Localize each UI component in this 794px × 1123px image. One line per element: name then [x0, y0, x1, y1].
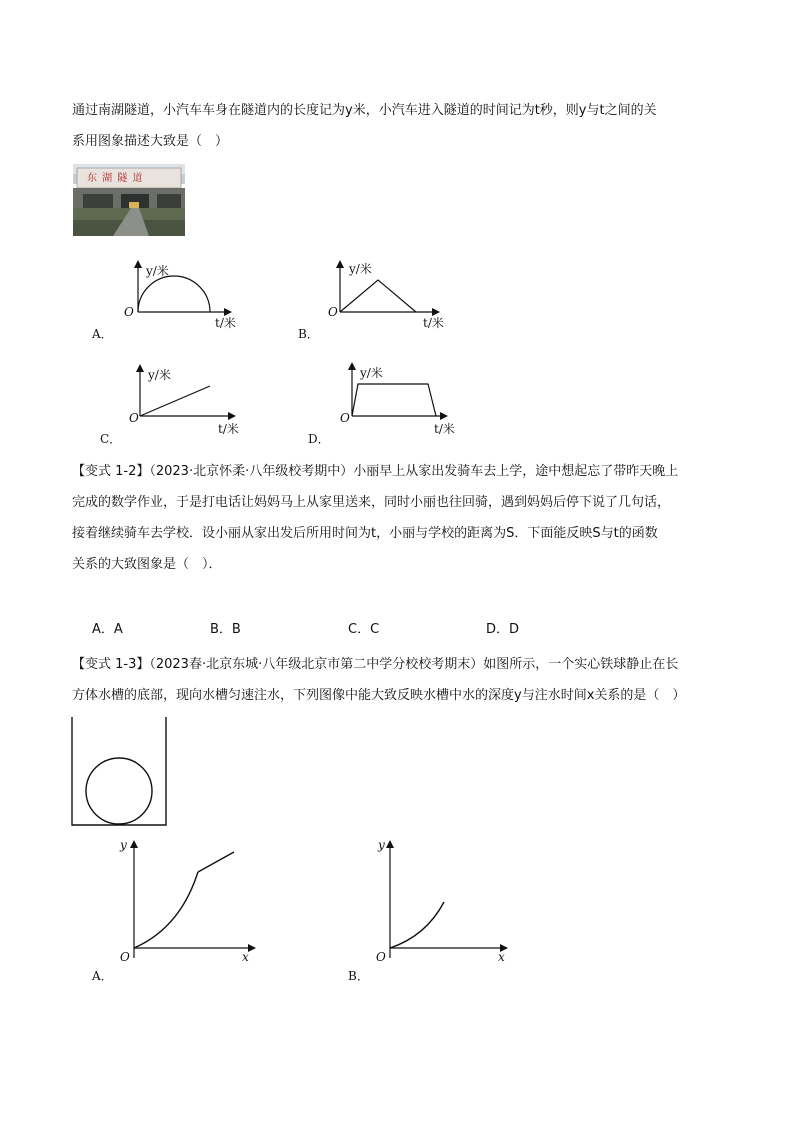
q1-a-origin: O [124, 305, 134, 319]
q3-b-origin: O [376, 950, 386, 964]
q2-choice-d[interactable]: D．D [486, 622, 520, 637]
q1-a-yaxis-label: y/米 [146, 264, 169, 278]
q3-b-yaxis-label: y [378, 838, 385, 852]
q1-b-yaxis-label: y/米 [349, 262, 372, 276]
q3-graph-a [110, 838, 260, 963]
q1-b-option-label: B． [298, 327, 319, 341]
tunnel-photo [73, 164, 185, 236]
q1-d-xaxis-label: t/米 [434, 422, 455, 436]
q1-c-origin: O [129, 411, 139, 425]
tunnel-sign-text: 东 湖 隧 道 [87, 173, 144, 184]
q3-line2: 方体水槽的底部，现向水槽匀速注水，下列图像中能大致反映水槽中水的深度y与注水时间x关系的是（ ） [72, 688, 686, 703]
q2-line2: 完成的数学作业，于是打电话让妈妈马上从家里送来，同时小丽也往回骑，遇到妈妈后停下说了几句话， [72, 495, 671, 510]
q3-a-yaxis-label: y [120, 838, 127, 852]
q3-a-option-label: A． [92, 969, 113, 983]
q1-c-option-label: C． [100, 432, 122, 446]
q1-d-option-label: D． [308, 432, 330, 446]
q1-line2: 系用图象描述大致是（ ） [72, 134, 229, 149]
semicircle-curve [138, 276, 210, 312]
q2-choice-c[interactable]: C．C [348, 622, 380, 637]
triangle-curve [340, 280, 416, 312]
iron-ball [86, 758, 152, 824]
q3-line1: 【变式 1-3】（2023春·北京东城·八年级北京市第二中学分校校考期末）如图所示，一个实心铁球静止在长 [72, 657, 679, 672]
depth-linear-segment [198, 852, 234, 872]
depth-curve [134, 872, 198, 948]
q3-b-option-label: B． [348, 969, 369, 983]
q1-a-option-label: A． [92, 327, 113, 341]
q1-d-origin: O [340, 411, 350, 425]
q1-a-xaxis-label: t/米 [215, 316, 236, 330]
q3-a-xaxis-label: x [242, 950, 249, 964]
tank-outline [72, 717, 166, 825]
q2-line3: 接着继续骑车去学校．设小丽从家出发后所用时间为t，小丽与学校的距离为S．下面能反映S与t的函数 [72, 526, 658, 541]
q3-graph-b [368, 838, 518, 963]
trapezoid-curve [352, 384, 436, 416]
depth-curve [390, 902, 444, 948]
q1-line1: 通过南湖隧道，小汽车车身在隧道内的长度记为y米，小汽车进入隧道的时间记为t秒，则y与t之间的关 [72, 103, 657, 118]
water-tank-diagram [70, 715, 170, 830]
q3-b-xaxis-label: x [498, 950, 505, 964]
q3-a-origin: O [120, 950, 130, 964]
q2-line1: 【变式 1-2】（2023·北京怀柔·八年级校考期中）小丽早上从家出发骑车去上学，途中想起忘了带昨天晚上 [72, 464, 679, 479]
q2-choice-b[interactable]: B．B [210, 622, 241, 637]
q2-choice-a[interactable]: A．A [92, 622, 123, 637]
q1-b-xaxis-label: t/米 [423, 316, 444, 330]
q1-d-yaxis-label: y/米 [360, 366, 383, 380]
q1-c-xaxis-label: t/米 [218, 422, 239, 436]
q1-c-yaxis-label: y/米 [148, 368, 171, 382]
q1-b-origin: O [328, 305, 338, 319]
q2-line4: 关系的大致图象是（ ）． [72, 557, 222, 572]
rising-line [140, 386, 210, 416]
